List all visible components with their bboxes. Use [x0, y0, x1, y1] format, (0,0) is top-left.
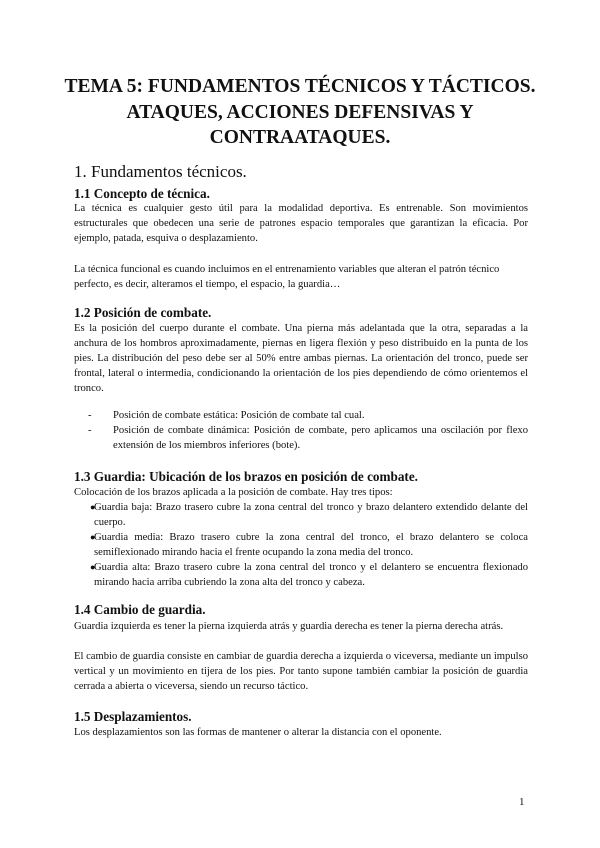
paragraph-guardia-izquierda: Guardia izquierda es tener la pierna izquierda atrás y guardia derecha es tener la pierna derecha atrás.	[74, 621, 504, 632]
subsection-heading-guardia: 1.3 Guardia: Ubicación de los brazos en posición de combate.	[74, 469, 418, 484]
title-line-2: ATAQUES, ACCIONES DEFENSIVAS Y	[126, 101, 474, 123]
document-title	[60, 74, 540, 151]
dash-marker: -	[88, 410, 92, 421]
dash-marker: -	[88, 425, 92, 436]
paragraph-desplazamientos: Los desplazamientos son las formas de mantener o alterar la distancia con el oponente.	[74, 727, 442, 738]
subsection-heading-concepto-tecnica: 1.1 Concepto de técnica.	[74, 186, 210, 201]
list-item: ● Guardia baja: Brazo trasero cubre la zona central del tronco y brazo delantero extendido delante del cuerpo.	[90, 502, 528, 528]
title-line-3: CONTRAATAQUES.	[209, 127, 391, 148]
paragraph-tecnica-funcional: La técnica funcional es cuando incluimos en el entrenamiento variables que alteran el patrón técnico perfecto, es decir, alteramos el tiempo, el espacio, la guardia…	[74, 264, 500, 290]
bullet-marker: ●	[90, 532, 96, 542]
title-line-1: TEMA 5: FUNDAMENTOS TÉCNICOS Y TÁCTICOS.	[64, 76, 536, 97]
list-item: ● Guardia media: Brazo trasero cubre la zona central del tronco, el brazo delantero se coloca semiflexionado mirando hacia el frente ocupando la zona media del tronco.	[90, 532, 528, 558]
page-number: 1	[519, 796, 525, 808]
paragraph-posicion-combate: Es la posición del cuerpo durante el combate. Una pierna más adelantada que la otra, separadas a la anchura de los hombros aproximadamente, piernas en ligera flexión y peso distribuido en la punta de los pies. La distribución del peso debe ser al 50% entre ambas piernas. La orientación del tronco, puede ser frontal, lateral o intermedia, condicionando la orientación de los pies dependiendo de cómo orientemos el tronco.	[74, 323, 528, 394]
list-item: - Posición de combate estática: Posición de combate tal cual.	[88, 410, 365, 421]
subsection-heading-cambio-guardia: 1.4 Cambio de guardia.	[74, 602, 206, 617]
subsection-heading-posicion-combate: 1.2 Posición de combate.	[74, 305, 212, 320]
section-heading-fundamentos: 1. Fundamentos técnicos.	[74, 162, 247, 181]
guardia-list	[74, 500, 528, 590]
paragraph-guardia-intro: Colocación de los brazos aplicada a la posición de combate. Hay tres tipos:	[74, 487, 393, 498]
list-item: ● Guardia alta: Brazo trasero cubre la zona central del tronco y el delantero se encuentra flexionado mirando hacia arriba cubriendo la zona alta del tronco y cabeza.	[90, 562, 528, 588]
paragraph-cambio-guardia: El cambio de guardia consiste en cambiar de guardia derecha a izquierda o viceversa, mediante un impulso vertical y un movimiento en tijera de los pies. Por tanto supone también cambiar la posición de guardia cerrada a abierta o viceversa, siendo un recurso táctico.	[74, 651, 528, 692]
bullet-marker: ●	[90, 562, 96, 572]
posicion-combate-list	[74, 408, 528, 453]
paragraph-concepto-tecnica: La técnica es cualquier gesto útil para la modalidad deportiva. Es entrenable. Son movimientos estructurales que obedecen una serie de patrones espacio temporales que garantizan la eficacia. Por ejemplo, patada, esquiva o desplazamiento.	[74, 203, 528, 244]
list-item: - Posición de combate dinámica: Posición de combate, pero aplicamos una oscilación por flexo extensión de los miembros inferiores (bote).	[88, 425, 528, 451]
bullet-marker: ●	[90, 502, 96, 512]
subsection-heading-desplazamientos: 1.5 Desplazamientos.	[74, 709, 192, 724]
